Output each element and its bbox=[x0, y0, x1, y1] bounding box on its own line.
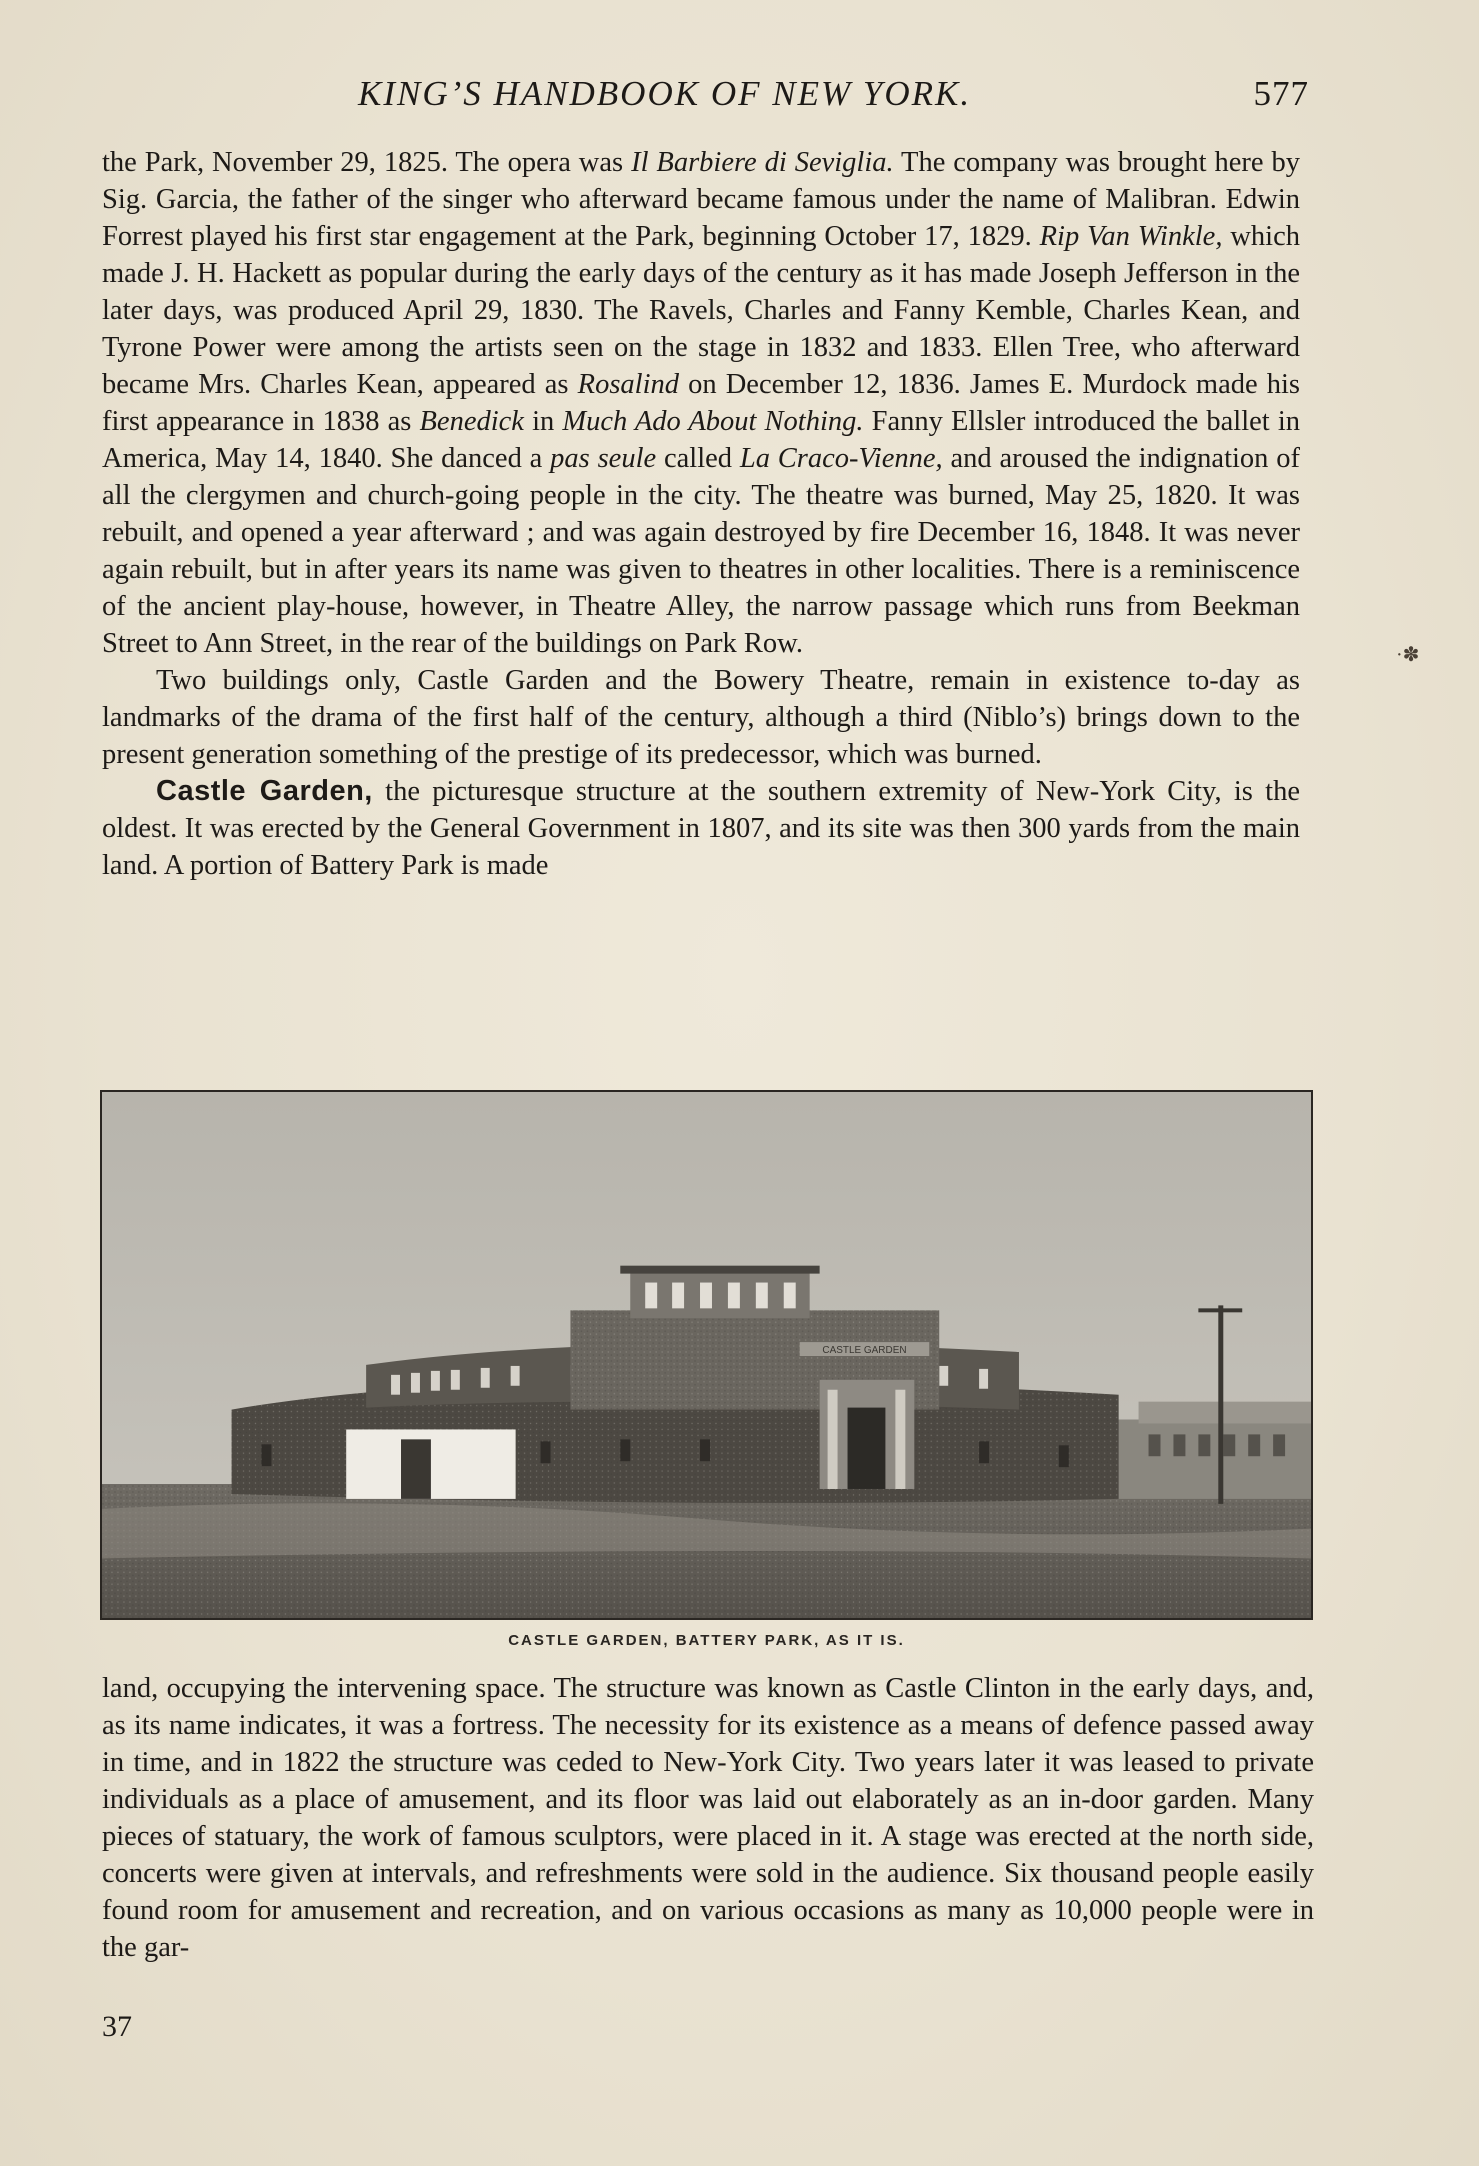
page-number: 577 bbox=[1253, 74, 1309, 113]
paragraph bbox=[102, 1670, 1314, 1966]
text-block-top bbox=[102, 144, 1300, 884]
text-run: and aroused the indignation of all the clergymen and church-going people in the city. The theatre was burned, May 25, 1820. It was rebuilt, and opened a year afterward ; and was again destroyed by fire December 16, 1848. It was never again rebuilt, but in after years its name was given to theatres in other localities. There is a reminiscence of the ancient play-house, however, in Theatre Alley, the narrow passage which runs from Beekman Street to Ann Street, in the rear of the buildings on Park Row. bbox=[102, 443, 1300, 659]
italic-run: La Craco-Vienne, bbox=[739, 443, 943, 474]
text-run: in bbox=[523, 406, 563, 437]
text-run: which made J. H. Hackett as popular during the early days of the century as it has made Joseph Jefferson in the later days, was produced April 29, 1830. The Ravels, Charles and Fanny Kemble, Charles Kean, and Tyrone Power were among the artists seen on the stage in 1832 and 1833. Ellen Tree, who afterward became Mrs. Charles Kean, appeared as bbox=[102, 221, 1300, 400]
paragraph bbox=[102, 773, 1300, 884]
italic-run: Benedick bbox=[419, 406, 524, 437]
paragraph bbox=[102, 662, 1300, 773]
italic-run: Much Ado About Nothing. bbox=[562, 406, 864, 437]
text-run: Two buildings only, Castle Garden and the Bowery Theatre, remain in existence to-day as landmarks of the drama of the first half of the century, although a third (Niblo’s) brings down to the present generation something of the prestige of its predecessor, which was burned. bbox=[102, 665, 1300, 770]
italic-run: Rip Van Winkle, bbox=[1039, 221, 1223, 252]
paragraph bbox=[102, 144, 1300, 662]
text-run: The company was brought here by Sig. Garcia, the father of the singer who afterward became famous under the name of Malibran. Edwin Forrest played his first star engagement at the Park, beginning October 17, 1829. bbox=[102, 147, 1300, 252]
italic-run: Rosalind bbox=[577, 369, 679, 400]
building-sign: CASTLE GARDEN bbox=[822, 1345, 907, 1357]
text-run: called bbox=[656, 443, 740, 474]
running-title: KING’S HANDBOOK OF NEW YORK. bbox=[358, 74, 972, 113]
margin-ornament-icon: ·✽ bbox=[1396, 644, 1420, 666]
text-run: the picturesque structure at the southern extremity of New-York City, is the oldest. It was erected by the General Government in 1807, and its site was then 300 yards from the main land. A portion of Battery Park is made bbox=[102, 776, 1300, 881]
text-run: the Park, November 29, 1825. The opera was bbox=[102, 147, 632, 178]
text-run: land, occupying the intervening space. The structure was known as Castle Clinton in the early days, and, as its name indicates, it was a fortress. The necessity for its existence as a means of defence passed away in time, and in 1822 the structure was ceded to New-York City. Two years later it was leased to private individuals as a place of amusement, and its floor was laid out elaborately as an in-door garden. Many pieces of statuary, the work of famous sculptors, were placed in it. A stage was erected at the north side, concerts were given at intervals, and refreshments were sold in the audience. Six thousand people easily found room for amusement and recreation, and on various occasions as many as 10,000 people were in the gar- bbox=[102, 1673, 1314, 1963]
text-run: on December 12, 1836. James E. Murdock made his first appearance in 1838 as bbox=[102, 369, 1301, 437]
text-run: Fanny Ellsler introduced the ballet in America, May 14, 1840. She danced a bbox=[102, 406, 1300, 474]
running-header bbox=[100, 74, 1309, 124]
italic-run: pas seule bbox=[550, 443, 657, 474]
bold-lead-run: Castle Garden, bbox=[156, 775, 373, 807]
signature-mark: 37 bbox=[102, 2010, 132, 2043]
text-block-bottom bbox=[102, 1670, 1314, 1966]
italic-run: Il Barbiere di Seviglia. bbox=[631, 147, 894, 178]
castle-garden-photograph bbox=[100, 1090, 1313, 1620]
figure-caption: CASTLE GARDEN, BATTERY PARK, AS IT IS. bbox=[508, 1632, 905, 1649]
castle-garden-illustration bbox=[102, 1092, 1311, 1618]
